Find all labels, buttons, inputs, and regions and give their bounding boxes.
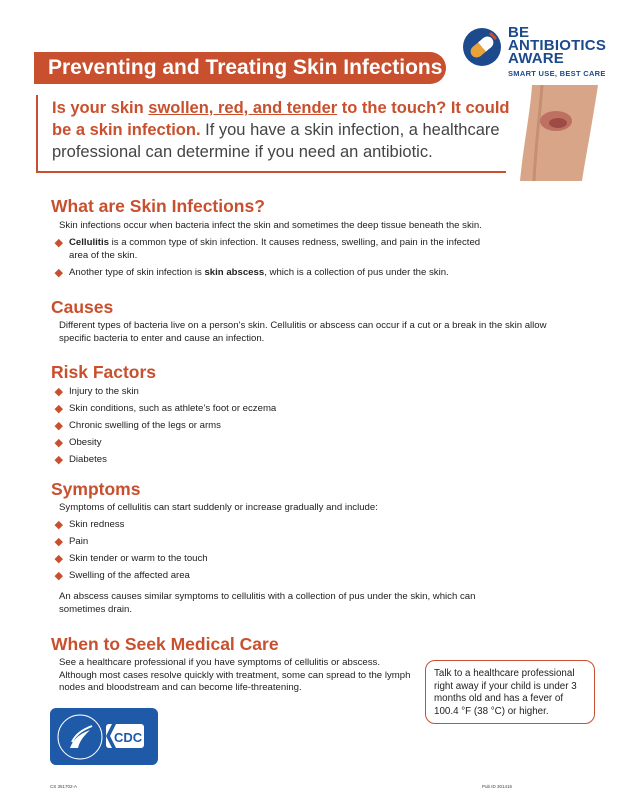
heading-seek: When to Seek Medical Care: [51, 634, 279, 654]
diamond-bullet-icon: [55, 521, 63, 529]
diamond-bullet-icon: [55, 538, 63, 546]
leg-photo: [512, 85, 608, 181]
intro-text: Is your skin swollen, red, and tender to the touch? It could be a skin infection. If you have a skin infection, a healthcare professional can determine if you need an antibiotic.: [52, 99, 510, 161]
symptoms-text: Symptoms of cellulitis can start suddenly or increase gradually and include:: [59, 502, 378, 513]
capsule-icon: [462, 27, 502, 67]
page-title: Preventing and Treating Skin Infections: [48, 56, 443, 79]
list-item: Obesity: [53, 437, 493, 450]
list-item: Skin conditions, such as athlete’s foot or eczema: [53, 403, 493, 416]
diamond-bullet-icon: [55, 439, 63, 447]
diamond-bullet-icon: [55, 422, 63, 430]
hhs-eagle-icon: [50, 708, 158, 765]
list-item: Injury to the skin: [53, 386, 493, 399]
heading-causes: Causes: [51, 297, 114, 317]
list-item: Swelling of the affected area: [53, 570, 493, 583]
abscess-text: An abscess causes similar symptoms to cellulitis with a collection of pus under the skin, which can sometimes drain.: [59, 591, 476, 615]
diamond-bullet-icon: [55, 239, 63, 247]
list-item: Diabetes: [53, 454, 493, 467]
symptoms-list: [53, 519, 493, 583]
footer-code-left: CS 351702-A: [50, 784, 78, 789]
what-text: Skin infections occur when bacteria infect the skin and sometimes the deep tissue beneath the skin.: [59, 220, 482, 231]
list-item: Skin redness: [53, 519, 493, 532]
list-item: Another type of skin infection is skin abscess, which is a collection of pus under the skin.: [53, 267, 493, 280]
diamond-bullet-icon: [55, 388, 63, 396]
heading-risk: Risk Factors: [51, 362, 157, 382]
diamond-bullet-icon: [55, 405, 63, 413]
seek-text: See a healthcare professional if you have symptoms of cellulitis or abscess. Although most cases resolve quickly with treatment, some can spread to the lymph nodes and bloodstream and can become life-threatening.: [59, 657, 411, 693]
list-item: Skin tender or warm to the touch: [53, 553, 493, 566]
be-antibiotics-aware-logo: BE ANTIBIOTICS AWARE SMART USE, BEST CARE: [508, 24, 607, 78]
diamond-bullet-icon: [55, 555, 63, 563]
intro-callout: [36, 95, 510, 173]
list-item: Cellulitis is a common type of skin infection. It causes redness, swelling, and pain in the infected area of the skin.: [53, 237, 493, 262]
heading-symptoms: Symptoms: [51, 479, 141, 499]
causes-text: Different types of bacteria live on a person’s skin. Cellulitis or abscess can occur if a cut or a break in the skin allow specific bacteria to enter and cause an infection.: [59, 320, 547, 344]
child-fever-callout: Talk to a healthcare professional right away if your child is under 3 months old and has a fever of 100.4 °F (38 °C) or higher.: [425, 660, 595, 724]
heading-what: What are Skin Infections?: [51, 196, 265, 216]
what-list: [53, 237, 493, 280]
svg-text:CDC: CDC: [114, 730, 143, 745]
diamond-bullet-icon: [55, 456, 63, 464]
list-item: Pain: [53, 536, 493, 549]
diamond-bullet-icon: [55, 269, 63, 277]
hhs-cdc-logo: [50, 708, 158, 765]
diamond-bullet-icon: [55, 572, 63, 580]
risk-list: [53, 386, 493, 467]
title-banner: [34, 52, 446, 84]
footer-code-right: Pub ID 301416: [482, 784, 513, 789]
list-item: Chronic swelling of the legs or arms: [53, 420, 493, 433]
